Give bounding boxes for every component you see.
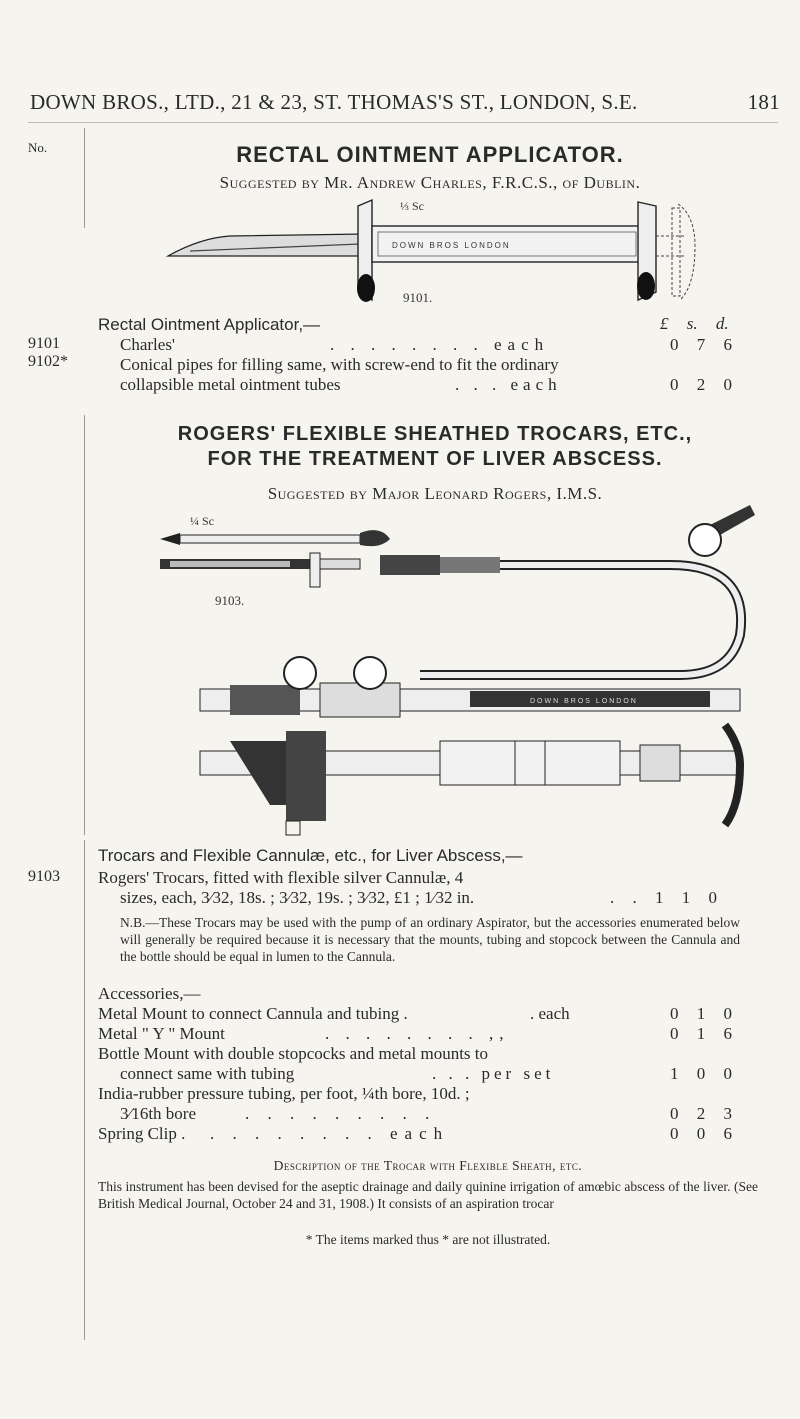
- running-header: [30, 90, 780, 115]
- item-name: Charles': [120, 335, 175, 354]
- accessory-item-cont: connect same with tubing: [120, 1064, 295, 1083]
- catalog-number: 9101: [28, 335, 60, 352]
- item-leader: . . . each: [455, 375, 562, 394]
- header-rule: [28, 122, 778, 123]
- item-leader: . . . . . . . . each: [330, 335, 550, 354]
- trocars-figure: [140, 505, 760, 837]
- accessory-price: 0 2 3: [670, 1104, 732, 1123]
- item-name-cont: sizes, each, 3⁄32, 18s. ; 3⁄32, 19s. ; 3⁄32, £1 ; 1⁄32 in.: [120, 888, 475, 907]
- page-number: 181: [747, 90, 780, 114]
- catalog-number: 9102*: [28, 353, 68, 370]
- accessory-unit: . . . per set: [432, 1064, 555, 1083]
- trocars-heading: Trocars and Flexible Cannulæ, etc., for Liver Abscess,—: [98, 846, 523, 865]
- accessory-price: 0 0 6: [670, 1124, 732, 1143]
- accessory-item: Bottle Mount with double stopcocks and metal mounts to: [98, 1044, 489, 1063]
- item-price: 0 2 0: [670, 375, 732, 394]
- currency-header: £ s. d.: [660, 314, 729, 333]
- accessory-item: Metal Mount to connect Cannula and tubing .: [98, 1004, 408, 1023]
- accessory-item: Spring Clip .: [98, 1124, 186, 1143]
- item-name: Conical pipes for filling same, with screw-end to fit the ordinary: [120, 355, 559, 374]
- trocars-fig-number: 9103.: [215, 593, 245, 608]
- column-rule: [84, 128, 85, 228]
- description-body: This instrument has been devised for the aseptic drainage and daily quinine irrigation of amœbic abscess of the liver. (See British Medical Journal, October 24 and 31, 1908.) It consists of an aspiration trocar: [98, 1179, 758, 1211]
- header-text: DOWN BROS., LTD., 21 & 23, ST. THOMAS'S ST., LONDON, S.E.: [30, 90, 638, 114]
- catalog-number: 9103: [28, 868, 60, 885]
- accessory-item: Metal " Y " Mount: [98, 1024, 225, 1043]
- trocars-title-line1: ROGERS' FLEXIBLE SHEATHED TROCARS, ETC.,: [177, 423, 693, 445]
- trocars-subtitle: Suggested by Major Leonard Rogers, I.M.S.: [267, 484, 603, 503]
- applicator-heading: Rectal Ointment Applicator,—: [98, 315, 321, 334]
- column-rule: [84, 415, 85, 835]
- accessory-unit: . each: [530, 1004, 570, 1023]
- accessory-price: 0 1 6: [670, 1024, 732, 1043]
- accessory-unit: . . . . . . . . .: [245, 1104, 437, 1123]
- accessory-price: 0 1 0: [670, 1004, 732, 1023]
- applicator-subtitle: Suggested by Mr. Andrew Charles, F.R.C.S., of Dublin.: [219, 173, 641, 192]
- item-name: Rogers' Trocars, fitted with flexible silver Cannulæ, 4: [98, 868, 464, 887]
- trocars-note: N.B.—These Trocars may be used with the pump of an ordinary Aspirator, but the accessories enumerated below will generally be required because it is necessary that the mounts, tubing and stopcock between the Cannula and the bottle should be equal in lumen to the Cannula.: [120, 915, 740, 964]
- accessory-item: India-rubber pressure tubing, per foot, ¼th bore, 10d. ;: [98, 1084, 470, 1103]
- item-price: . . 1 1 0: [610, 888, 717, 907]
- applicator-title: RECTAL OINTMENT APPLICATOR.: [236, 142, 624, 167]
- footnote: * The items marked thus * are not illustrated.: [305, 1232, 551, 1247]
- trocars-fig-scale: ¼ Sc: [190, 514, 214, 528]
- accessories-heading: Accessories,—: [98, 984, 201, 1003]
- item-price: 0 7 6: [670, 335, 732, 354]
- description-heading: Description of the Trocar with Flexible Sheath, etc.: [273, 1158, 583, 1173]
- accessory-unit: . . . . . . . . each: [210, 1124, 450, 1143]
- applicator-figure: [160, 196, 700, 306]
- trocars-fig-engraving: DOWN BROS LONDON: [530, 698, 638, 705]
- accessory-item-cont: 3⁄16th bore: [120, 1104, 197, 1123]
- applicator-fig-scale: ⅓ Sc: [400, 199, 424, 213]
- applicator-fig-number: 9101.: [403, 290, 433, 305]
- item-name-cont: collapsible metal ointment tubes: [120, 375, 341, 394]
- accessory-unit: . . . . . . . . ,,: [325, 1024, 510, 1043]
- column-rule: [84, 840, 85, 1340]
- trocars-title-line2: FOR THE TREATMENT OF LIVER ABSCESS.: [207, 448, 663, 470]
- applicator-fig-engraving: DOWN BROS LONDON: [392, 241, 511, 250]
- accessory-price: 1 0 0: [670, 1064, 732, 1083]
- column-label: No.: [28, 140, 48, 155]
